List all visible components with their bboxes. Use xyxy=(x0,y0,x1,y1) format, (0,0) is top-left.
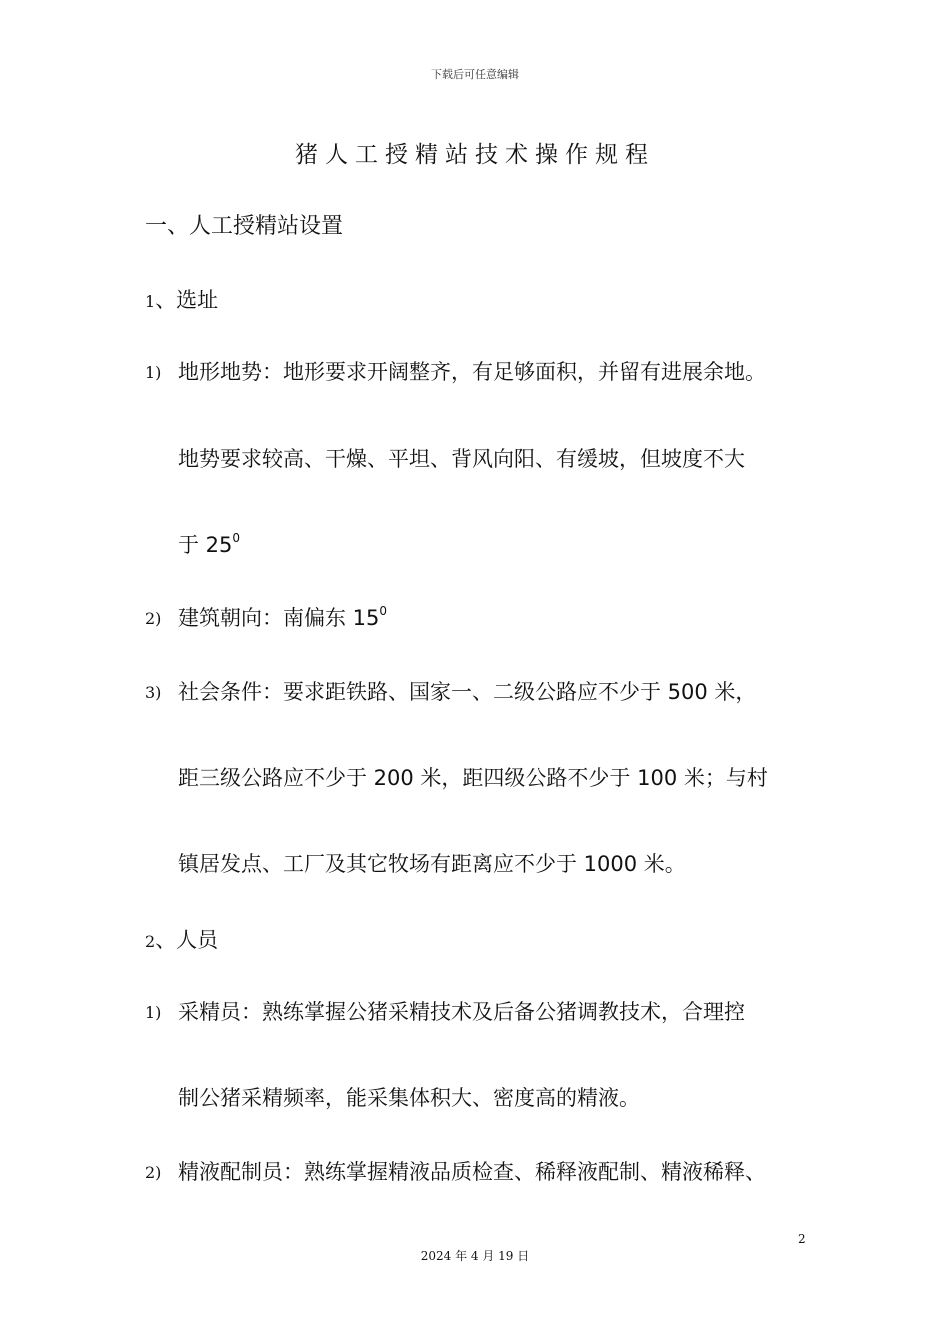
document-title: 猪人工授精站技术操作规程 xyxy=(295,142,655,168)
section-heading: 一、人工授精站设置 xyxy=(145,214,344,239)
paragraph-line: 精液配制员：熟练掌握精液品质检查、稀释液配制、精液稀释、 xyxy=(178,1160,766,1184)
list-marker: 2) xyxy=(145,1163,162,1182)
page-footer-date: 2024 年 4 月 19 日 xyxy=(420,1249,530,1263)
list-marker: 1) xyxy=(145,363,162,382)
superscript: 0 xyxy=(379,604,388,618)
paragraph-line: 地形地势：地形要求开阔整齐，有足够面积，并留有进展余地。 xyxy=(178,360,766,384)
list-marker: 1) xyxy=(145,1003,162,1022)
subsection-number: 2 xyxy=(145,932,156,951)
paragraph-line: 社会条件：要求距铁路、国家一、二级公路应不少于 500 米， xyxy=(178,680,757,704)
paragraph-line: 采精员：熟练掌握公猪采精技术及后备公猪调教技术，合理控 xyxy=(178,1000,745,1024)
subsection-label: 、人员 xyxy=(155,928,219,952)
subsection-label: 、选址 xyxy=(155,288,219,312)
subsection-heading-site xyxy=(145,284,218,314)
list-marker: 3) xyxy=(145,683,162,702)
superscript: 0 xyxy=(232,531,241,545)
page-number: 2 xyxy=(798,1232,806,1246)
subsection-heading-staff xyxy=(145,924,218,954)
paragraph-line: 距三级公路应不少于 200 米，距四级公路不少于 100 米；与村 xyxy=(178,766,768,790)
list-marker: 2) xyxy=(145,609,162,628)
paragraph-line: 制公猪采精频率，能采集体积大、密度高的精液。 xyxy=(178,1086,640,1110)
line-text: 建筑朝向：南偏东 15 xyxy=(178,606,380,630)
page-header: 下载后可任意编辑 xyxy=(431,68,519,81)
line-text: 于 25 xyxy=(178,533,233,557)
paragraph-line: 镇居发点、工厂及其它牧场有距离应不少于 1000 米。 xyxy=(178,852,686,876)
subsection-number: 1 xyxy=(145,292,156,311)
paragraph-line xyxy=(178,602,387,632)
paragraph-line xyxy=(178,529,240,559)
paragraph-line: 地势要求较高、干燥、平坦、背风向阳、有缓坡，但坡度不大 xyxy=(178,447,745,471)
